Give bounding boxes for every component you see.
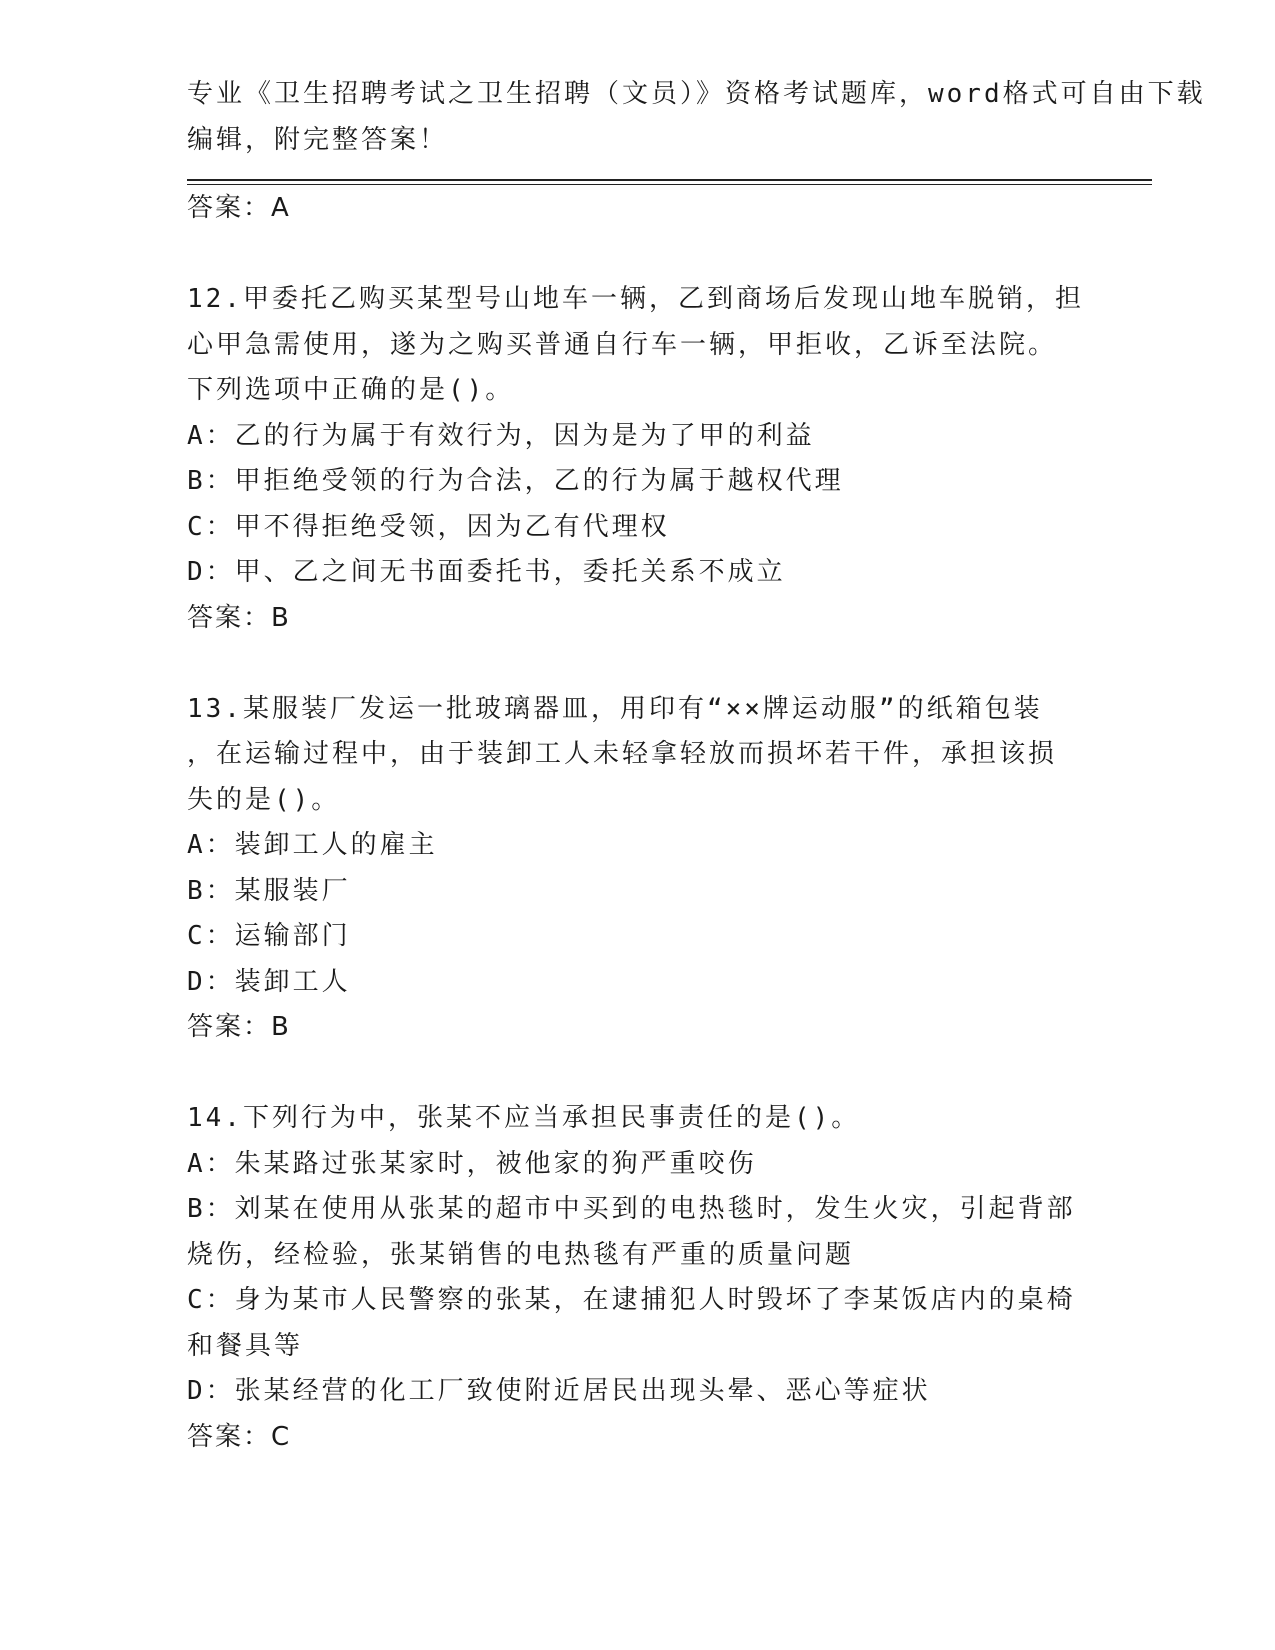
spacer xyxy=(187,232,1087,278)
question-14 xyxy=(187,1096,1087,1460)
question-stem-line: 13.某服装厂发运一批玻璃器皿，用印有“××牌运动服”的纸箱包装 xyxy=(187,693,1043,724)
document-header xyxy=(187,72,1206,163)
header-line-2: 编辑，附完整答案！ xyxy=(187,124,449,155)
option-b: B：某服装厂 xyxy=(187,875,351,906)
header-divider-thin xyxy=(187,184,1152,185)
question-stem-line: 12.甲委托乙购买某型号山地车一辆，乙到商场后发现山地车脱销，担 xyxy=(187,284,1084,314)
answer-line: 答案：B xyxy=(187,1012,291,1042)
document-body xyxy=(187,186,1087,1460)
question-stem-line: 失的是()。 xyxy=(187,784,341,815)
option-b-continued: 烧伤，经检验，张某销售的电热毯有严重的质量问题 xyxy=(187,1239,855,1270)
option-d: D：甲、乙之间无书面委托书，委托关系不成立 xyxy=(187,557,786,587)
option-c: C：运输部门 xyxy=(187,921,351,951)
option-d: D：张某经营的化工厂致使附近居民出现头晕、恶心等症状 xyxy=(187,1376,931,1406)
option-c: C：身为某市人民警察的张某，在逮捕犯人时毁坏了李某饭店内的桌椅 xyxy=(187,1285,1076,1315)
question-stem-line: ，在运输过程中，由于装卸工人未轻拿轻放而损坏若干件，承担该损 xyxy=(187,739,1058,769)
question-stem-line: 下列选项中正确的是()。 xyxy=(187,375,515,405)
option-a: A：乙的行为属于有效行为，因为是为了甲的利益 xyxy=(187,420,815,451)
answer-line: 答案：C xyxy=(187,1421,292,1452)
option-c-continued: 和餐具等 xyxy=(187,1330,304,1361)
header-divider-thick xyxy=(187,179,1152,181)
option-c: C：甲不得拒绝受领，因为乙有代理权 xyxy=(187,511,670,542)
question-13 xyxy=(187,687,1087,1051)
question-stem-line: 14.下列行为中，张某不应当承担民事责任的是()。 xyxy=(187,1103,861,1133)
option-a: A：装卸工人的雇主 xyxy=(187,830,438,860)
option-b: B：刘某在使用从张某的超市中买到的电热毯时，发生火灾，引起背部 xyxy=(187,1194,1076,1224)
option-b: B：甲拒绝受领的行为合法，乙的行为属于越权代理 xyxy=(187,466,844,496)
answer-line: 答案：A xyxy=(187,193,291,223)
question-12 xyxy=(187,277,1087,641)
option-d: D：装卸工人 xyxy=(187,966,351,997)
header-line-1: 专业《卫生招聘考试之卫生招聘（文员）》资格考试题库，word格式可自由下载 xyxy=(187,79,1206,109)
answer-line: 答案：B xyxy=(187,602,291,633)
option-a: A：朱某路过张某家时，被他家的狗严重咬伤 xyxy=(187,1148,757,1179)
spacer xyxy=(187,641,1087,687)
question-stem-line: 心甲急需使用，遂为之购买普通自行车一辆，甲拒收，乙诉至法院。 xyxy=(187,329,1058,360)
spacer xyxy=(187,1051,1087,1097)
